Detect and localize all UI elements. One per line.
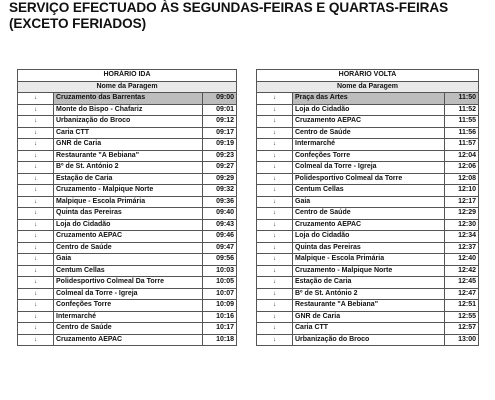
table-row — [257, 93, 479, 105]
down-arrow-icon: ↓ — [257, 93, 293, 105]
stop-name: Centro de Saúde — [293, 208, 445, 220]
down-arrow-icon: ↓ — [257, 219, 293, 231]
stop-name: Caria CTT — [54, 127, 203, 139]
down-arrow-icon: ↓ — [257, 323, 293, 335]
stop-name: Monte do Bispo - Chafariz — [54, 104, 203, 116]
stop-name: Confeções Torre — [293, 150, 445, 162]
stop-name: Quinta das Pereiras — [293, 242, 445, 254]
table-row — [18, 196, 237, 208]
down-arrow-icon: ↓ — [257, 150, 293, 162]
down-arrow-icon: ↓ — [18, 334, 54, 346]
stop-time: 11:52 — [445, 104, 479, 116]
stop-name: Restaurante "A Bebiana" — [54, 150, 203, 162]
table-row — [257, 104, 479, 116]
table-row — [18, 300, 237, 312]
stop-time: 12:10 — [445, 185, 479, 197]
down-arrow-icon: ↓ — [257, 254, 293, 266]
down-arrow-icon: ↓ — [18, 265, 54, 277]
down-arrow-icon: ↓ — [18, 173, 54, 185]
down-arrow-icon: ↓ — [257, 242, 293, 254]
table-row — [18, 173, 237, 185]
stop-time: 11:55 — [445, 116, 479, 128]
table-title: HORÁRIO VOLTA — [257, 70, 479, 82]
stop-name: Polidesportivo Colmeal da Torre — [293, 173, 445, 185]
stop-name: Loja do Cidadão — [293, 231, 445, 243]
stop-time: 11:50 — [445, 93, 479, 105]
stop-name: Loja do Cidadão — [54, 219, 203, 231]
table-row — [257, 231, 479, 243]
table-row — [257, 150, 479, 162]
down-arrow-icon: ↓ — [257, 196, 293, 208]
stop-name: GNR de Caria — [293, 311, 445, 323]
stop-name: Cruzamento AEPAC — [54, 334, 203, 346]
table-row — [18, 162, 237, 174]
table-row — [257, 334, 479, 346]
stop-time: 10:03 — [203, 265, 237, 277]
table-subtitle: Nome da Paragem — [257, 81, 479, 93]
down-arrow-icon: ↓ — [257, 208, 293, 220]
stop-name: Confeções Torre — [54, 300, 203, 312]
stop-name: GNR de Caria — [54, 139, 203, 151]
stop-time: 10:18 — [203, 334, 237, 346]
table-row — [18, 127, 237, 139]
down-arrow-icon: ↓ — [257, 300, 293, 312]
table-row — [257, 311, 479, 323]
stop-name: Centro de Saúde — [54, 323, 203, 335]
stop-time: 12:08 — [445, 173, 479, 185]
down-arrow-icon: ↓ — [18, 185, 54, 197]
stop-time: 09:01 — [203, 104, 237, 116]
stop-time: 10:05 — [203, 277, 237, 289]
stop-time: 09:47 — [203, 242, 237, 254]
table-row — [18, 242, 237, 254]
stop-time: 09:12 — [203, 116, 237, 128]
table-row — [257, 127, 479, 139]
down-arrow-icon: ↓ — [257, 334, 293, 346]
stop-time: 09:40 — [203, 208, 237, 220]
stop-name: Cruzamento AEPAC — [293, 219, 445, 231]
stop-time: 09:36 — [203, 196, 237, 208]
down-arrow-icon: ↓ — [18, 300, 54, 312]
down-arrow-icon: ↓ — [18, 104, 54, 116]
table-row — [18, 277, 237, 289]
table-row — [18, 323, 237, 335]
stop-time: 09:32 — [203, 185, 237, 197]
table-row — [257, 139, 479, 151]
stop-time: 12:51 — [445, 300, 479, 312]
down-arrow-icon: ↓ — [18, 150, 54, 162]
stop-name: Colmeal da Torre - Igreja — [293, 162, 445, 174]
stop-time: 12:40 — [445, 254, 479, 266]
down-arrow-icon: ↓ — [257, 185, 293, 197]
down-arrow-icon: ↓ — [257, 288, 293, 300]
stop-name: Caria CTT — [293, 323, 445, 335]
down-arrow-icon: ↓ — [18, 139, 54, 151]
stop-time: 12:17 — [445, 196, 479, 208]
table-row — [257, 242, 479, 254]
stop-time: 09:29 — [203, 173, 237, 185]
stop-name: Bº de St. António 2 — [54, 162, 203, 174]
stop-name: Loja do Cidadão — [293, 104, 445, 116]
stop-time: 09:27 — [203, 162, 237, 174]
stop-name: Cruzamento - Malpique Norte — [293, 265, 445, 277]
stop-name: Intermarché — [293, 139, 445, 151]
stop-name: Cruzamento das Barrentas — [54, 93, 203, 105]
down-arrow-icon: ↓ — [257, 231, 293, 243]
stop-name: Cruzamento - Malpique Norte — [54, 185, 203, 197]
stop-time: 09:46 — [203, 231, 237, 243]
down-arrow-icon: ↓ — [257, 162, 293, 174]
stop-time: 12:34 — [445, 231, 479, 243]
table-row — [257, 219, 479, 231]
stop-name: Estação de Caria — [54, 173, 203, 185]
table-row — [18, 265, 237, 277]
stop-name: Cruzamento AEPAC — [54, 231, 203, 243]
stop-name: Cruzamento AEPAC — [293, 116, 445, 128]
table-title: HORÁRIO IDA — [18, 70, 237, 82]
down-arrow-icon: ↓ — [18, 254, 54, 266]
table-row — [18, 116, 237, 128]
stop-time: 10:17 — [203, 323, 237, 335]
stop-name: Quinta das Pereiras — [54, 208, 203, 220]
down-arrow-icon: ↓ — [18, 277, 54, 289]
stop-name: Centro de Saúde — [293, 127, 445, 139]
stop-name: Centro de Saúde — [54, 242, 203, 254]
stop-name: Colmeal da Torre - Igreja — [54, 288, 203, 300]
table-row — [257, 288, 479, 300]
stop-name: Estação de Caria — [293, 277, 445, 289]
table-row — [257, 196, 479, 208]
stop-time: 12:57 — [445, 323, 479, 335]
table-row — [18, 311, 237, 323]
stop-time: 12:04 — [445, 150, 479, 162]
stop-time: 11:57 — [445, 139, 479, 151]
stop-time: 10:09 — [203, 300, 237, 312]
down-arrow-icon: ↓ — [18, 116, 54, 128]
stop-time: 12:42 — [445, 265, 479, 277]
down-arrow-icon: ↓ — [18, 162, 54, 174]
down-arrow-icon: ↓ — [18, 196, 54, 208]
down-arrow-icon: ↓ — [18, 231, 54, 243]
stop-name: Polidesportivo Colmeal Da Torre — [54, 277, 203, 289]
heading-line-1: SERVIÇO EFECTUADO ÀS SEGUNDAS-FEIRAS E QUARTAS-FEIRAS — [9, 0, 449, 15]
down-arrow-icon: ↓ — [257, 127, 293, 139]
table-row — [257, 185, 479, 197]
stop-time: 12:55 — [445, 311, 479, 323]
table-row — [257, 265, 479, 277]
down-arrow-icon: ↓ — [18, 242, 54, 254]
stop-time: 09:23 — [203, 150, 237, 162]
stop-time: 11:56 — [445, 127, 479, 139]
stop-name: Urbanização do Broco — [293, 334, 445, 346]
table-row — [257, 323, 479, 335]
page-heading — [9, 0, 493, 32]
stop-name: Centum Cellas — [293, 185, 445, 197]
schedule-table-ida — [17, 69, 237, 346]
schedule-table-volta — [256, 69, 479, 346]
stop-name: Bº de St. António 2 — [293, 288, 445, 300]
stop-time: 12:45 — [445, 277, 479, 289]
stop-name: Urbanização do Broco — [54, 116, 203, 128]
stop-time: 09:43 — [203, 219, 237, 231]
stop-time: 13:00 — [445, 334, 479, 346]
stop-name: Gaia — [293, 196, 445, 208]
down-arrow-icon: ↓ — [18, 127, 54, 139]
down-arrow-icon: ↓ — [257, 173, 293, 185]
table-row — [257, 173, 479, 185]
stop-time: 09:56 — [203, 254, 237, 266]
table-row — [18, 334, 237, 346]
stop-time: 09:19 — [203, 139, 237, 151]
table-row — [257, 300, 479, 312]
table-row — [18, 288, 237, 300]
down-arrow-icon: ↓ — [18, 208, 54, 220]
stop-time: 10:16 — [203, 311, 237, 323]
table-subtitle: Nome da Paragem — [18, 81, 237, 93]
stop-name: Malpique - Escola Primária — [54, 196, 203, 208]
table-row — [18, 231, 237, 243]
stop-name: Centum Cellas — [54, 265, 203, 277]
stop-name: Intermarché — [54, 311, 203, 323]
stop-time: 10:07 — [203, 288, 237, 300]
table-row — [18, 93, 237, 105]
stop-time: 12:29 — [445, 208, 479, 220]
down-arrow-icon: ↓ — [257, 311, 293, 323]
table-row — [18, 104, 237, 116]
table-row — [257, 254, 479, 266]
down-arrow-icon: ↓ — [257, 277, 293, 289]
table-row — [257, 277, 479, 289]
table-row — [18, 185, 237, 197]
down-arrow-icon: ↓ — [18, 311, 54, 323]
table-row — [18, 254, 237, 266]
stop-time: 12:37 — [445, 242, 479, 254]
down-arrow-icon: ↓ — [257, 104, 293, 116]
stop-time: 12:47 — [445, 288, 479, 300]
down-arrow-icon: ↓ — [257, 116, 293, 128]
table-row — [18, 208, 237, 220]
table-row — [18, 219, 237, 231]
stop-name: Gaia — [54, 254, 203, 266]
table-row — [18, 139, 237, 151]
table-row — [257, 116, 479, 128]
stop-name: Praça das Artes — [293, 93, 445, 105]
table-row — [257, 208, 479, 220]
heading-line-2: (EXCETO FERIADOS) — [9, 16, 147, 31]
stop-name: Restaurante "A Bebiana" — [293, 300, 445, 312]
down-arrow-icon: ↓ — [257, 139, 293, 151]
table-row — [18, 150, 237, 162]
down-arrow-icon: ↓ — [18, 323, 54, 335]
stop-time: 09:17 — [203, 127, 237, 139]
down-arrow-icon: ↓ — [18, 219, 54, 231]
table-row — [257, 162, 479, 174]
stop-time: 12:30 — [445, 219, 479, 231]
stop-time: 09:00 — [203, 93, 237, 105]
stop-name: Malpique - Escola Primária — [293, 254, 445, 266]
down-arrow-icon: ↓ — [257, 265, 293, 277]
down-arrow-icon: ↓ — [18, 93, 54, 105]
down-arrow-icon: ↓ — [18, 288, 54, 300]
stop-time: 12:06 — [445, 162, 479, 174]
